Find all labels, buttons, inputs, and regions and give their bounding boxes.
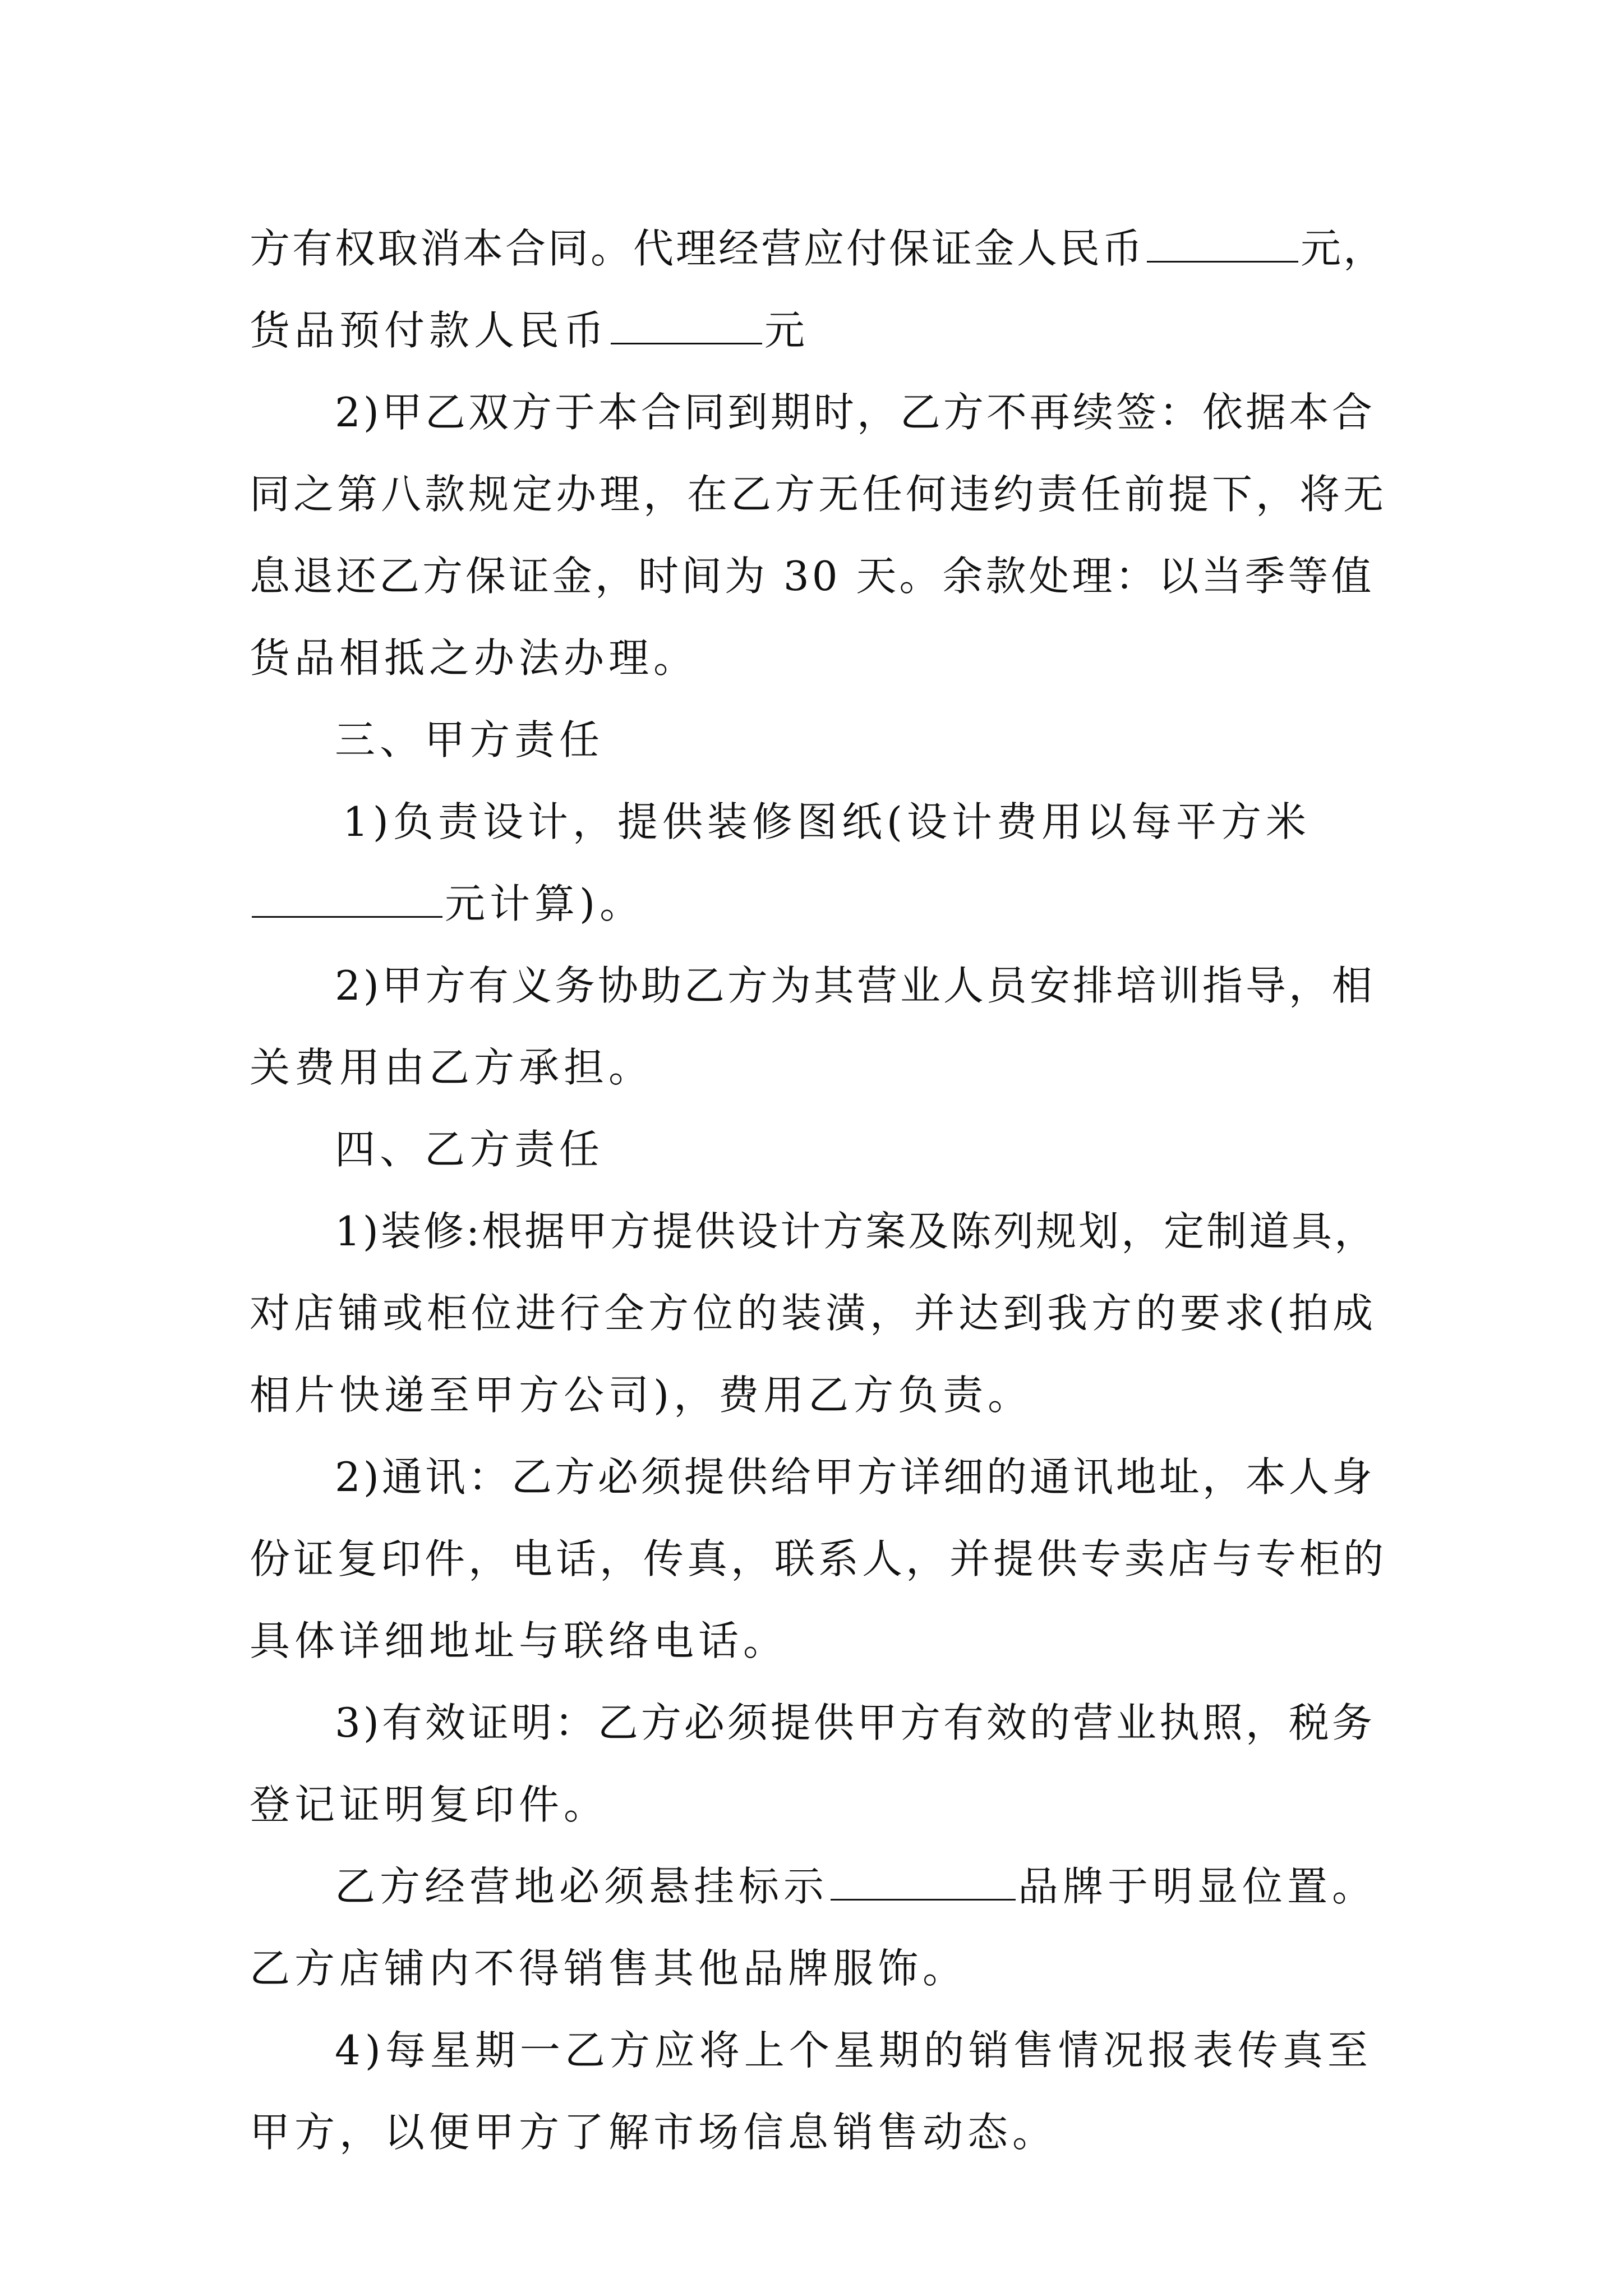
- text-segment: 乙方经营地必须悬挂标示: [335, 1863, 829, 1910]
- text-line: 登记证明复印件。: [250, 1781, 609, 1828]
- text-line: 2)甲乙双方于本合同到期时，乙方不再续签：依据本合: [335, 389, 1375, 436]
- text-line: 2)通讯：乙方必须提供给甲方详细的通讯地址，本人身: [335, 1453, 1375, 1501]
- fill-in-blank: [611, 310, 762, 344]
- text-line: [250, 1846, 1388, 1927]
- text-line: 对店铺或柜位进行全方位的装潢，并达到我方的要求(拍成: [250, 1290, 1377, 1337]
- text-segment: 元: [764, 307, 810, 354]
- text-line: 关费用由乙方承担。: [250, 1044, 654, 1091]
- text-line: 1)装修:根据甲方提供设计方案及陈列规划，定制道具，: [335, 1208, 1377, 1255]
- text-line: 份证复印件，电话，传真，联系人，并提供专卖店与专柜的: [250, 1535, 1387, 1582]
- text-line: 相片快递至甲方公司)，费用乙方负责。: [250, 1372, 1033, 1419]
- text-line: [250, 863, 1388, 945]
- text-line: 息退还乙方保证金，时间为 30 天。余款处理：以当季等值: [250, 553, 1375, 600]
- text-line: 同之第八款规定办理，在乙方无任何违约责任前提下，将无: [250, 471, 1387, 518]
- text-line: 3)有效证明：乙方必须提供甲方有效的营业执照，税务: [335, 1699, 1375, 1746]
- text-line: 4)每星期一乙方应将上个星期的销售情况报表传真至: [335, 2027, 1372, 2074]
- text-segment: 方有权取消本合同。代理经营应付保证金人民币: [250, 225, 1145, 272]
- section-heading: 三、甲方责任: [335, 716, 605, 763]
- text-line: 2)甲方有义务协助乙方为其营业人员安排培训指导，相: [335, 962, 1375, 1009]
- text-segment: 品牌于明显位置。: [1018, 1863, 1377, 1910]
- fill-in-blank: [252, 884, 442, 918]
- text-line: 具体详细地址与联络电话。: [250, 1617, 789, 1664]
- text-line: [250, 289, 1388, 371]
- fill-in-blank: [831, 1866, 1016, 1901]
- text-segment: 元，: [1301, 225, 1386, 272]
- text-line: [250, 208, 1388, 289]
- document-page: [250, 208, 1388, 2173]
- fill-in-blank: [1147, 228, 1298, 263]
- text-segment: 元计算)。: [445, 880, 645, 927]
- text-line: 乙方店铺内不得销售其他品牌服饰。: [250, 1945, 968, 1992]
- text-line: 1)负责设计，提供装修图纸(设计费用以每平方米: [343, 798, 1311, 845]
- text-segment: 货品预付款人民币: [250, 307, 609, 354]
- text-line: 货品相抵之办法办理。: [250, 634, 699, 682]
- section-heading: 四、乙方责任: [335, 1126, 605, 1173]
- text-line: 甲方，以便甲方了解市场信息销售动态。: [250, 2109, 1058, 2156]
